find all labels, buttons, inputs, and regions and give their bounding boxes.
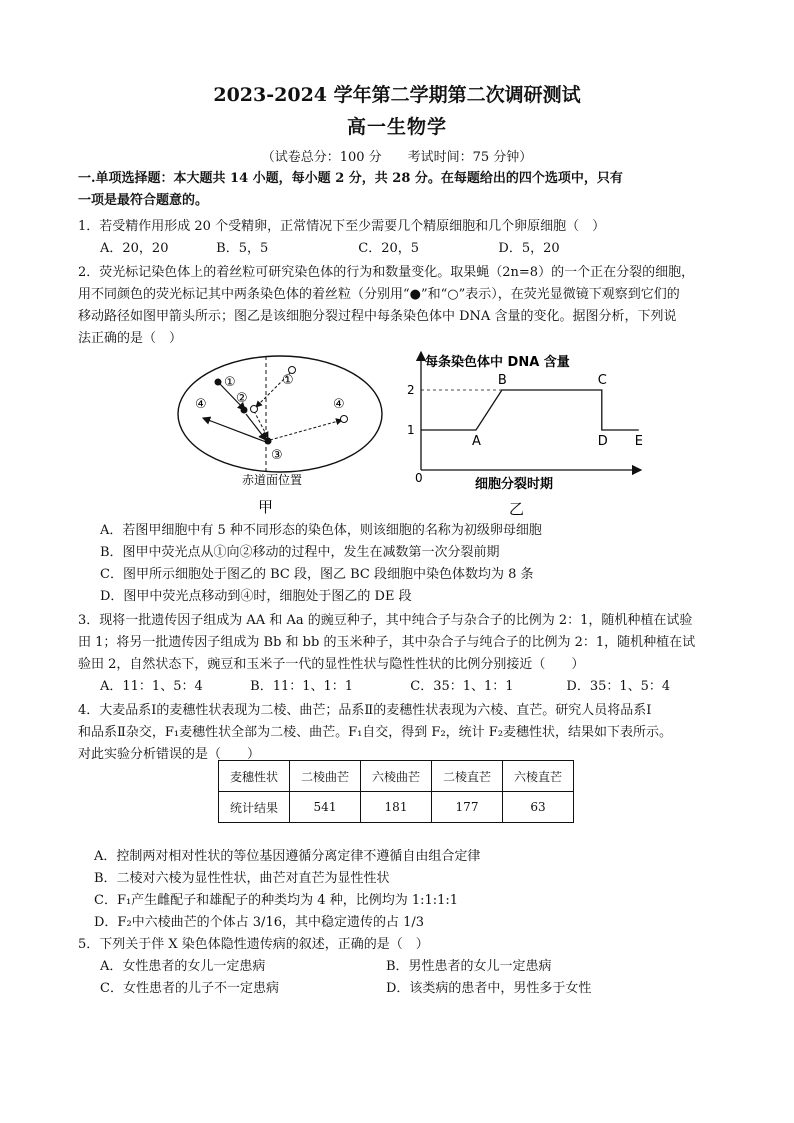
q3-option-d: D．35：1、5：4 [566, 679, 671, 694]
q3-option-a: A．11：1、5：4 [100, 679, 203, 694]
q4-stem-line3: 对此实验分析错误的是（ ） [78, 747, 261, 762]
q2-option-c: C．图甲所示细胞处于图乙的 BC 段，图乙 BC 段细胞中染色体数均为 8 条 [100, 567, 534, 582]
q2-stem-line4: 法正确的是（ ） [78, 331, 183, 346]
y-axis-label: 每条染色体中 DNA 含量 [425, 355, 570, 370]
y-tick-label: 1 [407, 423, 415, 437]
table-header: 二棱直芒 [432, 761, 503, 792]
q3-options [100, 676, 700, 697]
figure-jia [170, 352, 390, 522]
origin-label: 0 [415, 471, 423, 485]
dna-content-line [421, 390, 639, 430]
section-heading-line1: 一.单项选择题：本大题共 14 小题，每小题 2 分，共 28 分。在每题给出的四个选项中，只有 [78, 171, 623, 186]
table-cell: 统计结果 [219, 792, 290, 823]
point-labels [472, 373, 643, 449]
q2-stem-line3: 移动路径如图甲箭头所示；图乙是该细胞分裂过程中每条染色体中 DNA 含量的变化。据图分析，下列说 [78, 309, 677, 324]
q4-option-a: A．控制两对相对性状的等位基因遵循分离定律不遵循自由组合定律 [94, 849, 481, 864]
q5-option-b: B．男性患者的女儿一定患病 [386, 959, 552, 974]
y-ticks [407, 383, 415, 437]
figure-yi [405, 346, 655, 522]
q5-option-c: C．女性患者的儿子不一定患病 [100, 981, 279, 996]
subject-title: 高一生物学 [346, 116, 447, 138]
exam-title: 2023-2024 学年第二学期第二次调研测试 [213, 84, 581, 106]
path-hollow-3 [270, 420, 342, 440]
q5-stem: 5．下列关于伴 X 染色体隐性遗传病的叙述，正确的是（ ） [78, 937, 429, 952]
q4-option-d: D．F₂中六棱曲芒的个体占 3/16，其中稳定遗传的占 1/3 [94, 915, 425, 930]
table-cell: 177 [432, 792, 503, 823]
dot-hollow-4 [341, 416, 348, 423]
path-solid-3 [203, 418, 266, 442]
q2-option-a: A．若图甲细胞中有 5 种不同形态的染色体，则该细胞的名称为初级卵母细胞 [100, 523, 542, 538]
q2-stem-line2: 用不同颜色的荧光标记其中两条染色体的着丝粒（分别用“●”和“○”表示），在荧光显微镜下观察到它们的 [78, 287, 680, 302]
y-tick-label: 2 [407, 383, 415, 397]
figure-yi-caption: 乙 [509, 500, 525, 518]
q4-option-c: C．F₁产生雌配子和雄配子的种类均为 4 种，比例均为 1:1:1:1 [94, 893, 459, 908]
q3-option-c: C．35：1、1：1 [410, 679, 514, 694]
table-cell: 63 [503, 792, 574, 823]
label-jia-4b: ④ [333, 397, 345, 412]
q4-option-b: B．二棱对六棱为显性性状，曲芒对直芒为显性性状 [94, 871, 390, 886]
q1-option-c: C．20，5 [358, 241, 420, 256]
q4-stem-line2: 和品系Ⅱ杂交，F₁麦穗性状全部为二棱、曲芒。F₁自交，得到 F₂，统计 F₂麦穗性状，结果如下表所示。 [78, 725, 673, 740]
q3-stem-line1: 3．现将一批遗传因子组成为 AA 和 Aa 的豌豆种子，其中纯合子与杂合子的比例为 2：1，随机种植在试验 [78, 613, 693, 628]
traits-table [218, 760, 574, 823]
q4-stem-line1: 4．大麦品系Ⅰ的麦穗性状表现为二棱、曲芒；品系Ⅱ的麦穗性状表现为六棱、直芒。研究人员将品系Ⅰ [78, 703, 652, 718]
q1-option-b: B．5，5 [216, 241, 269, 256]
point-label-d: D [597, 434, 608, 449]
point-label-a: A [472, 434, 481, 449]
q1-options [100, 238, 700, 259]
label-jia-3a: ③ [271, 448, 283, 463]
q1-option-d: D．5，20 [498, 241, 560, 256]
point-label-e: E [634, 434, 644, 449]
q2-option-d: D．图甲中荧光点移动到④时，细胞处于图乙的 DE 段 [100, 589, 412, 604]
q5-option-a: A．女性患者的女儿一定患病 [100, 959, 266, 974]
q2-option-b: B．图甲中荧光点从①向②移动的过程中，发生在减数第一次分裂前期 [100, 545, 500, 560]
q5-option-d: D．该类病的患者中，男性多于女性 [386, 981, 592, 996]
table-header: 六棱直芒 [503, 761, 574, 792]
label-jia-1a: ① [224, 375, 236, 390]
table-header: 六棱曲芒 [361, 761, 432, 792]
dot-solid-3 [265, 438, 272, 445]
table-header: 二棱曲芒 [290, 761, 361, 792]
q1-stem: 1．若受精作用形成 20 个受精卵，正常情况下至少需要几个精原细胞和几个卵原细胞（ ） [78, 219, 606, 234]
q2-stem-line1: 2．荧光标记染色体上的着丝粒可研究染色体的行为和数量变化。取果蝇（2n=8）的一个正在分裂的细胞， [78, 265, 695, 280]
table-cell: 541 [290, 792, 361, 823]
q3-option-b: B．11：1、1：1 [250, 679, 354, 694]
table-cell: 181 [361, 792, 432, 823]
dot-solid-2 [241, 407, 248, 414]
q3-stem-line3: 验田 2，自然状态下，豌豆和玉米子一代的显性性状与隐性性状的比例分别接近（ ） [78, 657, 585, 672]
label-jia-1b: ① [282, 373, 294, 388]
q3-stem-line2: 田 1；将另一批遗传因子组成为 Bb 和 bb 的玉米种子，其中杂合子与纯合子的比例为 2：1，随机种植在试 [78, 635, 696, 650]
table-header: 麦穗性状 [219, 761, 290, 792]
equator-caption: 赤道面位置 [242, 473, 303, 487]
exam-meta: （试卷总分：100 分 考试时间：75 分钟） [261, 150, 533, 165]
dot-solid-1 [215, 379, 222, 386]
point-label-b: B [497, 373, 507, 388]
x-axis-label: 细胞分裂时期 [475, 477, 554, 492]
dot-hollow-2 [251, 406, 258, 413]
label-jia-2a: ② [236, 391, 248, 406]
table-header-row [219, 761, 574, 792]
figure-jia-caption: 甲 [258, 498, 274, 516]
label-jia-4a: ④ [195, 397, 207, 412]
point-label-c: C [597, 373, 607, 388]
q1-option-a: A．20，20 [100, 241, 169, 256]
table-row [219, 792, 574, 823]
section-heading-line2: 一项是最符合题意的。 [78, 193, 209, 208]
dna-curve [421, 390, 639, 430]
